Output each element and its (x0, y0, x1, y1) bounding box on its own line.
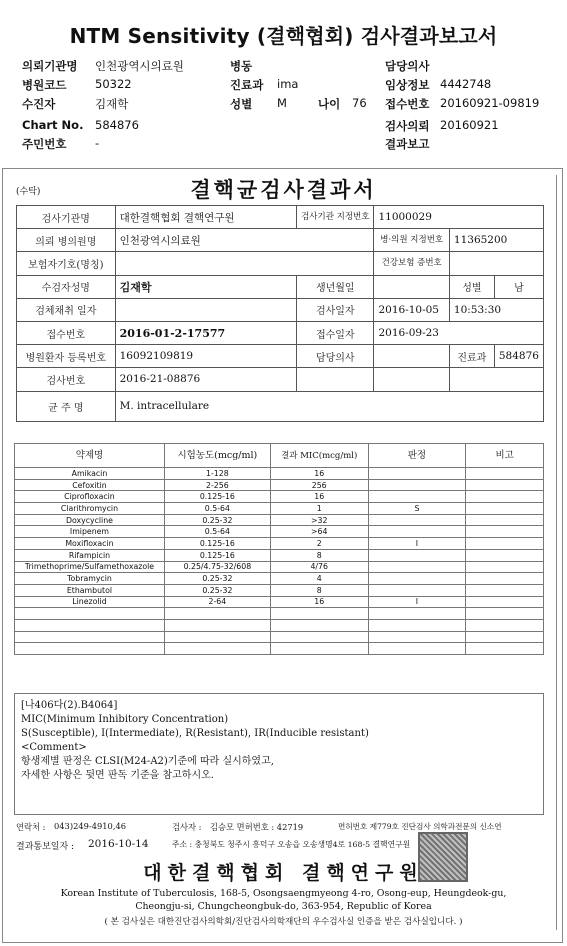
test-date-value: 2016-10-05 (374, 298, 449, 321)
mic-row-blank (15, 631, 544, 643)
institute-name: 대한결핵협회 결핵연구원 (143, 862, 424, 884)
mic-cell-drug: Linezolid (15, 596, 165, 608)
note-mic: MIC(Minimum Inhibitory Concentration) (21, 714, 229, 725)
mic-cell-note (466, 491, 544, 503)
hospital-value: 인천광역시의료원 (115, 229, 374, 252)
mic-row (15, 584, 544, 596)
mic-row (15, 526, 544, 538)
mic-cell-mic: 16 (270, 468, 368, 480)
mic-cell-judge (368, 491, 466, 503)
label-report-date: 결과보고 (385, 137, 430, 151)
mic-row (15, 561, 544, 573)
health-value (449, 252, 543, 275)
mic-cell-conc: 0.125-16 (164, 491, 270, 503)
agency-value: 대한결핵협회 결핵연구원 (115, 206, 296, 229)
mic-cell-drug: Cefoxitin (15, 479, 165, 491)
reg-label: 병원환자 등록번호 (17, 345, 116, 368)
label-age: 나이 (318, 97, 341, 111)
mic-row (15, 538, 544, 550)
value-requester: 인천광역시의료원 (95, 59, 184, 73)
value-age: 76 (352, 96, 367, 110)
test-time-value: 10:53:30 (449, 298, 543, 321)
mic-row (15, 549, 544, 561)
mic-header-judge: 판정 (368, 444, 466, 468)
scan-edge-line (556, 175, 557, 930)
mic-row (15, 596, 544, 608)
report-date-value: 2016-10-14 (88, 838, 149, 850)
dept-value: 584876 (494, 345, 543, 368)
mic-cell-blank (15, 643, 165, 655)
exam-blank-1 (297, 368, 374, 391)
species-value: M. intracellulare (115, 391, 543, 421)
mic-cell-judge: I (368, 538, 466, 550)
value-chart-no: 584876 (95, 118, 139, 132)
mic-row (15, 479, 544, 491)
mic-cell-mic: 4/76 (270, 561, 368, 573)
mic-cell-conc: 2-64 (164, 596, 270, 608)
mic-cell-drug: Rifampicin (15, 549, 165, 561)
mic-cell-drug: Amikacin (15, 468, 165, 480)
institute-address-en-1: Korean Institute of Tuberculosis, 168-5, Osongsaengmyeong 4-ro, Osong-eup, Heungdeok-gu, (60, 888, 507, 899)
report-date-label: 결과통보일자 : (16, 842, 75, 852)
collect-value (115, 298, 296, 321)
mic-cell-judge (368, 468, 466, 480)
health-label: 건강보험 증번호 (374, 252, 449, 275)
mic-cell-conc: 0.5-64 (164, 503, 270, 515)
mic-cell-note (466, 549, 544, 561)
mic-cell-mic: 16 (270, 491, 368, 503)
mic-cell-note (466, 538, 544, 550)
mic-cell-blank (466, 619, 544, 631)
form-title: 결핵균검사결과서 (190, 177, 377, 202)
mic-cell-mic: >32 (270, 514, 368, 526)
mic-cell-drug: Moxifloxacin (15, 538, 165, 550)
mic-cell-note (466, 526, 544, 538)
label-chart-no: Chart No. (22, 118, 84, 132)
mic-cell-drug: Doxycycline (15, 514, 165, 526)
receipt-value: 2016-01-2-17577 (115, 321, 296, 344)
insurance-value (115, 252, 374, 275)
sex-label: 성별 (449, 275, 494, 298)
info-row-exam (17, 368, 544, 391)
mic-header-row (15, 444, 544, 468)
mic-cell-judge: I (368, 596, 466, 608)
label-request-date: 검사의뢰 (385, 119, 430, 133)
mic-cell-blank (15, 608, 165, 620)
mic-cell-drug: Ethambutol (15, 584, 165, 596)
note-code: [나406다(2).B4064] (21, 700, 118, 711)
mic-body (15, 468, 544, 655)
mic-cell-note (466, 479, 544, 491)
examiner-value: 김승모 면허번호 : 42719 (210, 822, 304, 832)
mic-row (15, 573, 544, 585)
label-receipt-no: 접수번호 (385, 97, 430, 111)
mic-cell-note (466, 584, 544, 596)
mic-cell-conc: 0.125-16 (164, 538, 270, 550)
mic-cell-drug: Imipenem (15, 526, 165, 538)
info-table (16, 205, 544, 422)
label-doctor: 담당의사 (385, 59, 430, 73)
test-date-label: 검사일자 (297, 298, 374, 321)
license-text: 면허번호 제779호 진단검사 의학과전문의 신소연 (338, 822, 502, 831)
address-text: 주소 : 충청북도 청주시 흥덕구 오송읍 오송생명4로 168-5 결핵연구원 (172, 840, 411, 849)
mic-cell-conc: 0.25-32 (164, 514, 270, 526)
mic-cell-note (466, 514, 544, 526)
dob-value (374, 275, 449, 298)
name-label: 수검자성명 (17, 275, 116, 298)
mic-cell-mic: 16 (270, 596, 368, 608)
value-request-date: 20160921 (440, 118, 499, 132)
mic-cell-judge (368, 549, 466, 561)
mic-header-mic: 결과 MIC(mcg/ml) (270, 444, 368, 468)
label-ward: 병동 (230, 59, 253, 73)
exam-no-value: 2016-21-08876 (115, 368, 296, 391)
name-value: 김재학 (115, 275, 296, 298)
mic-header-conc: 시험농도(mcg/ml) (164, 444, 270, 468)
mic-cell-conc: 0.25-32 (164, 584, 270, 596)
value-sex: M (277, 96, 287, 110)
hospital-no-value: 11365200 (449, 229, 543, 252)
label-requester: 의뢰기관명 (22, 59, 78, 73)
value-hospital-code: 50322 (95, 77, 132, 91)
certification-disclaimer: ( 본 검사실은 대한진단검사의학회/진단검사의학재단의 우수검사실 인증을 받은 검사실입니다. ) (104, 917, 463, 927)
mic-cell-note (466, 468, 544, 480)
insurance-label: 보험자기호(명칭) (17, 252, 116, 275)
exam-blank-3 (449, 368, 543, 391)
mic-cell-blank (368, 619, 466, 631)
collect-label: 검체채취 일자 (17, 298, 116, 321)
note-legend: S(Susceptible), I(Intermediate), R(Resistant), IR(Inducible resistant) (21, 728, 369, 739)
value-receipt-no: 20160921-09819 (440, 96, 540, 110)
report-title: NTM Sensitivity (결핵협회) 검사결과보고서 (69, 24, 498, 48)
mic-cell-mic: 1 (270, 503, 368, 515)
mic-cell-conc: 2-256 (164, 479, 270, 491)
form-stamp: (수탁) (16, 187, 41, 197)
mic-cell-blank (368, 643, 466, 655)
mic-cell-note (466, 561, 544, 573)
value-department: ima (277, 77, 299, 91)
note-box (14, 693, 544, 815)
info-row-receipt (17, 321, 544, 344)
mic-cell-conc: 0.125-16 (164, 549, 270, 561)
mic-cell-mic: 2 (270, 538, 368, 550)
label-hospital-code: 병원코드 (22, 78, 67, 92)
mic-cell-mic: 256 (270, 479, 368, 491)
label-resident-no: 주민번호 (22, 137, 67, 151)
mic-cell-conc: 0.25-32 (164, 573, 270, 585)
info-row-hospital (17, 229, 544, 252)
agency-label: 검사기관명 (17, 206, 116, 229)
institute-address-en-2: Cheongju-si, Chungcheongbuk-do, 363-954, Republic of Korea (135, 901, 432, 912)
mic-cell-judge (368, 561, 466, 573)
contact-value: 043)249-4910,46 (54, 821, 127, 831)
info-row-insurance (17, 252, 544, 275)
note-line-1: 항생제별 판정은 CLSI(M24-A2)기준에 따라 실시하였고, (21, 756, 274, 767)
mic-cell-mic: 8 (270, 549, 368, 561)
agency-no-label: 검사기관 지정번호 (297, 206, 374, 229)
hospital-no-label: 병·의원 지정번호 (374, 229, 449, 252)
mic-cell-conc: 0.5-64 (164, 526, 270, 538)
exam-no-label: 검사번호 (17, 368, 116, 391)
info-row-species (17, 391, 544, 421)
value-patient: 김재학 (95, 97, 129, 111)
agency-no-value: 11000029 (374, 206, 544, 229)
mic-cell-judge (368, 526, 466, 538)
receipt-date-value: 2016-09-23 (374, 321, 544, 344)
info-row-name (17, 275, 544, 298)
mic-cell-blank (270, 643, 368, 655)
mic-cell-drug: Clarithromycin (15, 503, 165, 515)
dept-label: 진료과 (449, 345, 494, 368)
doctor-label: 담당의사 (297, 345, 374, 368)
mic-cell-conc: 1-128 (164, 468, 270, 480)
info-row-agency (17, 206, 544, 229)
mic-cell-blank (368, 631, 466, 643)
mic-cell-judge (368, 584, 466, 596)
label-sex: 성별 (230, 97, 253, 111)
mic-cell-mic: >64 (270, 526, 368, 538)
reg-value: 16092109819 (115, 345, 296, 368)
mic-cell-blank (164, 619, 270, 631)
mic-row-blank (15, 608, 544, 620)
value-clinical-info: 4442748 (440, 77, 492, 91)
mic-header-note: 비고 (466, 444, 544, 468)
label-clinical-info: 임상정보 (385, 78, 430, 92)
mic-cell-judge (368, 514, 466, 526)
sex-value: 남 (494, 275, 543, 298)
mic-table (14, 443, 544, 655)
receipt-label: 접수번호 (17, 321, 116, 344)
note-comment-label: <Comment> (21, 742, 87, 753)
mic-row-blank (15, 643, 544, 655)
contact-label: 연락처 : (16, 822, 46, 832)
mic-cell-note (466, 596, 544, 608)
mic-cell-blank (466, 643, 544, 655)
mic-cell-blank (164, 631, 270, 643)
mic-cell-blank (466, 631, 544, 643)
dob-label: 생년월일 (297, 275, 374, 298)
mic-cell-blank (368, 608, 466, 620)
mic-cell-blank (164, 643, 270, 655)
receipt-date-label: 접수일자 (297, 321, 374, 344)
label-patient: 수진자 (22, 97, 56, 111)
info-row-registration (17, 345, 544, 368)
doctor-value (374, 345, 449, 368)
mic-cell-note (466, 573, 544, 585)
mic-cell-blank (15, 631, 165, 643)
mic-row (15, 503, 544, 515)
mic-cell-blank (270, 608, 368, 620)
mic-row (15, 468, 544, 480)
mic-cell-blank (270, 631, 368, 643)
mic-cell-judge (368, 573, 466, 585)
mic-row (15, 491, 544, 503)
mic-row-blank (15, 619, 544, 631)
mic-cell-blank (15, 619, 165, 631)
examiner-label: 검사자 : (172, 822, 202, 832)
value-resident-no: - (95, 136, 100, 150)
mic-row (15, 514, 544, 526)
label-department: 진료과 (230, 78, 264, 92)
mic-cell-blank (466, 608, 544, 620)
mic-cell-drug: Tobramycin (15, 573, 165, 585)
mic-cell-blank (270, 619, 368, 631)
mic-cell-mic: 8 (270, 584, 368, 596)
mic-cell-drug: Ciprofloxacin (15, 491, 165, 503)
mic-cell-drug: Trimethoprime/Sulfamethoxazole (15, 561, 165, 573)
info-row-dates (17, 298, 544, 321)
exam-blank-2 (374, 368, 449, 391)
mic-cell-conc: 0.25/4.75-32/608 (164, 561, 270, 573)
hospital-label: 의뢰 병의원명 (17, 229, 116, 252)
mic-cell-note (466, 503, 544, 515)
mic-cell-judge (368, 479, 466, 491)
mic-cell-mic: 4 (270, 573, 368, 585)
mic-header-drug: 약제명 (15, 444, 165, 468)
note-line-2: 자세한 사항은 뒷면 판독 기준을 참고하시오. (21, 770, 214, 781)
mic-cell-judge: S (368, 503, 466, 515)
species-label: 균 주 명 (17, 391, 116, 421)
mic-cell-blank (164, 608, 270, 620)
